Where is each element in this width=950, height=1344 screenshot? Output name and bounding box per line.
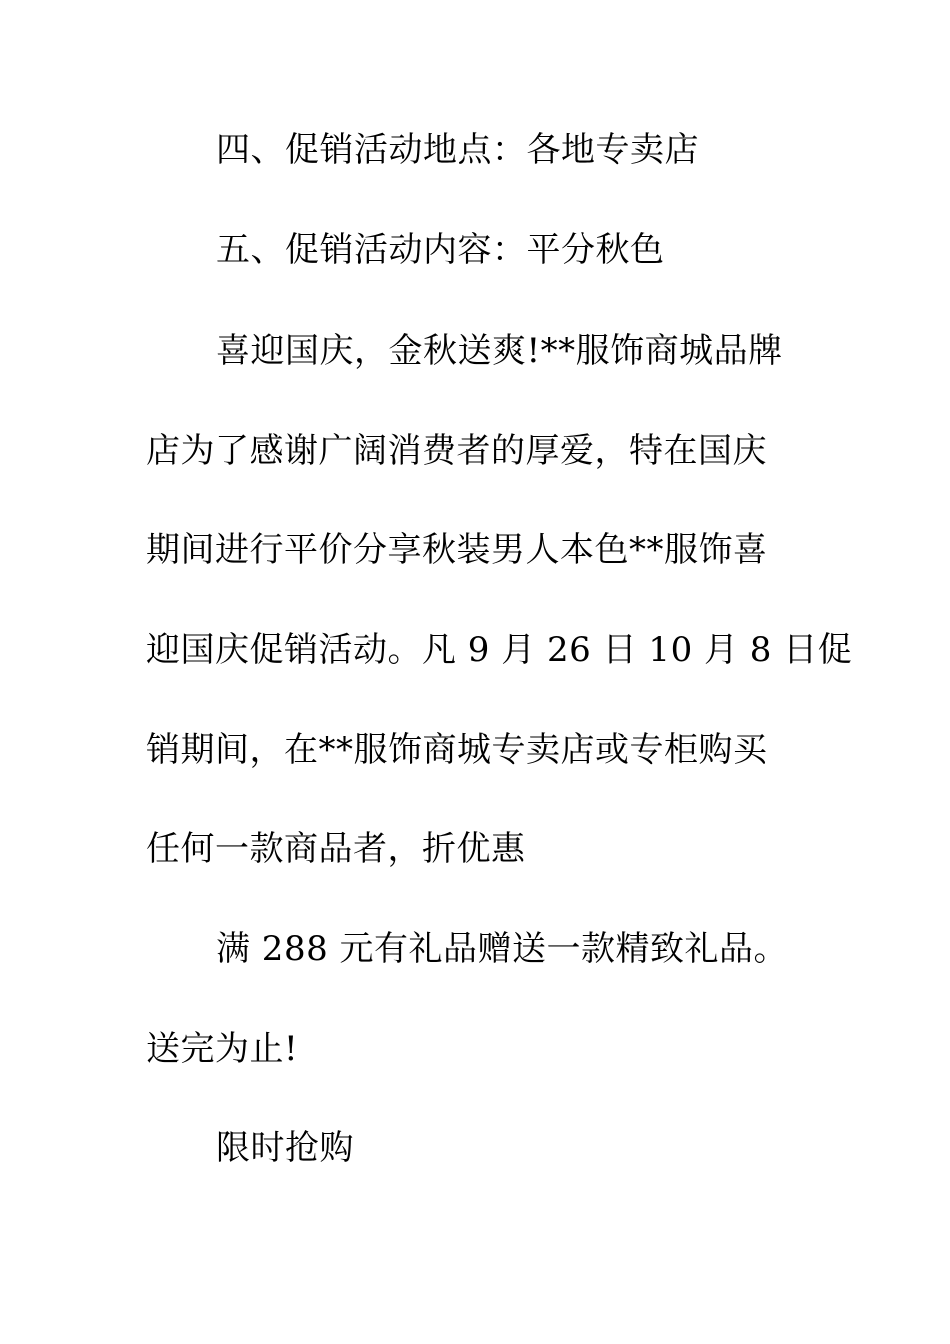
paragraph-line: 送完为止! [146, 1029, 299, 1069]
paragraph-line: 满 288 元有礼品赠送一款精致礼品。 [216, 929, 789, 969]
section-title-flash-sale: 限时抢购 [216, 1128, 354, 1168]
paragraph-line: 喜迎国庆，金秋送爽!**服饰商城品牌 [216, 331, 783, 371]
paragraph-line: 迎国庆促销活动。凡 9 月 26 日 10 月 8 日促 [146, 630, 853, 670]
paragraph-line: 期间进行平价分享秋装男人本色**服饰喜 [146, 530, 768, 570]
paragraph-line: 任何一款商品者，折优惠 [146, 829, 526, 869]
paragraph-line: 店为了感谢广阔消费者的厚爱，特在国庆 [146, 431, 767, 471]
heading-content: 五、促销活动内容：平分秋色 [216, 230, 665, 270]
paragraph-line: 销期间，在**服饰商城专卖店或专柜购买 [146, 730, 768, 770]
heading-location: 四、促销活动地点：各地专卖店 [216, 130, 699, 170]
